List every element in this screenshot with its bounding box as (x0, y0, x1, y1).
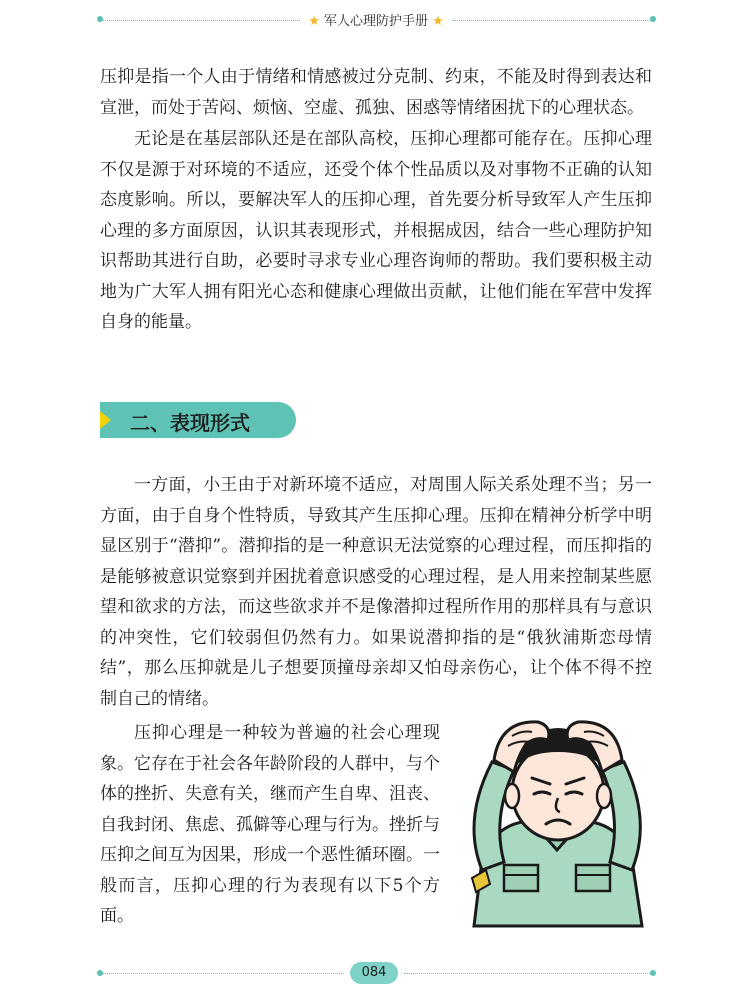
paragraph-causes: 无论是在基层部队还是在部队高校，压抑心理都可能存在。压抑心理不仅是源于对环境的不适应，还受个体个性品质以及对事物不正确的认知态度影响。所以，要解决军人的压抑心理，首先要分析导致军人产生压抑心理的多方面原因，认识其表现形式，并根据成因，结合一些心理防护知识帮助其进行自助，必要时寻求专业心理咨询师的帮助。我们要积极主动地为广大军人拥有阳光心态和健康心理做出贡献，让他们能在军营中发挥自身的能量。 (100, 129, 652, 332)
footer-dot-right (650, 970, 656, 976)
header-dot-left (97, 16, 103, 22)
footer-rule-right (404, 973, 652, 974)
section-heading (100, 402, 296, 438)
header-rule-right (452, 20, 652, 21)
header-title-group (300, 10, 452, 29)
book-title: 军人心理防护手册 (323, 14, 428, 29)
star-icon: ★ (308, 14, 320, 29)
footer-rule-left (100, 973, 344, 974)
page-number: 084 (350, 962, 398, 984)
triangle-marker-icon (100, 411, 111, 429)
paragraph-definition: 压抑是指一个人由于情绪和情感被过分克制、约束，不能及时得到表达和宣泄，而处于苦闷、烦恼、空虚、孤独、困惑等情绪困扰下的心理状态。 (100, 67, 652, 118)
header-dot-right (650, 16, 656, 22)
distressed-soldier-illustration (452, 700, 662, 930)
running-header (0, 0, 750, 36)
header-rule-left (100, 20, 300, 21)
paragraph-social-phenomenon: 压抑心理是一种较为普遍的社会心理现象。它存在于社会各年龄阶段的人群中，与个体的挫折、失意有关，继而产生自卑、沮丧、自我封闭、焦虑、孤僻等心理与行为。挫折与压抑之间互为因果，形成一个恶性循环圈。一般而言，压抑心理的行为表现有以下5个方面。 (100, 723, 440, 926)
paragraph-repression-vs-suppression: 一方面，小王由于对新环境不适应，对周围人际关系处理不当；另一方面，由于自身个性特质，导致其产生压抑心理。压抑在精神分析学中明显区别于“潜抑”。潜抑指的是一种意识无法觉察的心理过程，而压抑指的是能够被意识觉察到并困扰着意识感受的心理过程，是人用来控制某些愿望和欲求的方法，而这些欲求并不是像潜抑过程所作用的那样具有与意识的冲突性，它们较弱但仍然有力。如果说潜抑指的是“俄狄浦斯恋母情结”，那么压抑就是儿子想要顶撞母亲却又怕母亲伤心，让个体不得不控制自己的情绪。 (100, 475, 652, 709)
star-icon: ★ (432, 14, 444, 29)
section-title: 二、表现形式 (130, 411, 250, 435)
